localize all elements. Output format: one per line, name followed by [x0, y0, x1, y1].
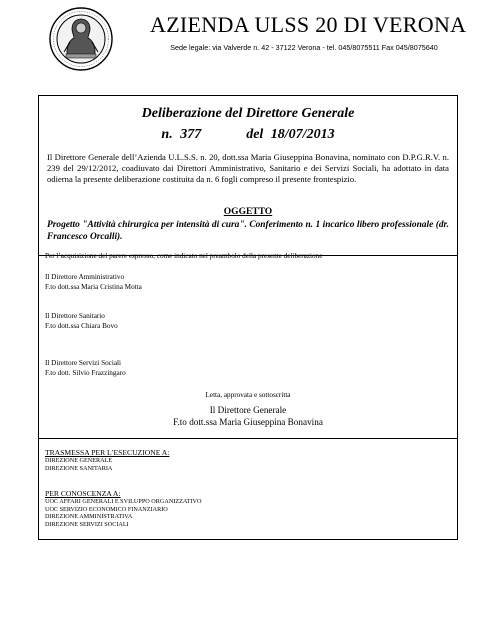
subject-text: Progetto "Attività chirurgica per intensità di cura". Conferimento n. 1 incarico libero professionale (dr. Francesco Orcalli). [47, 220, 449, 242]
admin-director-role: Il Direttore Amministrativo [45, 273, 125, 281]
deliberation-body: Il Direttore Generale dell’Azienda U.L.S.S. n. 20, dott.ssa Maria Giuseppina Bonavina, nominato con D.P.G.R.V. n. 239 del 29/12/2012, coadiuvato dai Direttori Amministrativo, Sanitario e dei Servizi Sociali, ha adottato in data odierna la presente deliberazione costituita da n. 6 fogli compreso il presente frontespizio. [47, 152, 449, 184]
knowledge-recipients [45, 489, 451, 528]
deliberation-title: Deliberazione del Direttore Generale [141, 106, 355, 121]
execution-label: TRASMESSA PER L’ESECUZIONE A: [45, 448, 170, 457]
recipient-item: DIREZIONE AMMINISTRATIVA [45, 513, 133, 521]
approval-text: Letta, approvata e sottoscritta [205, 391, 291, 399]
health-director-name: F.to dott.ssa Chiara Bovo [45, 322, 118, 330]
recipient-item: DIREZIONE SANITARIA [45, 464, 113, 472]
subject-label: OGGETTO [223, 207, 273, 217]
opinions-intro: Per l’acquisizione del parere espresso, come indicato nel preambolo della presente deliberazione [45, 252, 323, 260]
deliberation-frame [38, 95, 458, 540]
health-director-role: Il Direttore Sanitario [45, 312, 105, 320]
execution-recipients [45, 448, 451, 472]
deliberation-number: n. 377 del 18/07/2013 [161, 127, 335, 142]
recipient-item: UOC SERVIZIO ECONOMICO FINANZIARIO [45, 505, 168, 513]
recipient-item: DIREZIONE SERVIZI SOCIALI [45, 520, 129, 528]
general-director-name: F.to dott.ssa Maria Giuseppina Bonavina [173, 417, 323, 427]
knowledge-label: PER CONOSCENZA A: [45, 489, 121, 498]
admin-director-name: F.to dott.ssa Maria Cristina Motta [45, 283, 142, 291]
seal-logo-icon [48, 6, 114, 72]
recipient-item: DIREZIONE GENERALE [45, 457, 113, 464]
general-director-role: Il Direttore Generale [209, 405, 287, 415]
recipient-item: UOC AFFARI GENERALI E SVILUPPO ORGANIZZATIVO [45, 498, 202, 505]
social-director-role: Il Direttore Servizi Sociali [45, 359, 122, 367]
section-divider [39, 438, 457, 439]
organization-address: Sede legale: via Valverde n. 42 - 37122 Verona - tel. 045/8075511 Fax 045/8075640 [170, 43, 438, 52]
organization-title: AZIENDA ULSS 20 DI VERONA [150, 12, 467, 37]
social-director-name: F.to dott. Silvio Frazzingaro [45, 369, 126, 377]
